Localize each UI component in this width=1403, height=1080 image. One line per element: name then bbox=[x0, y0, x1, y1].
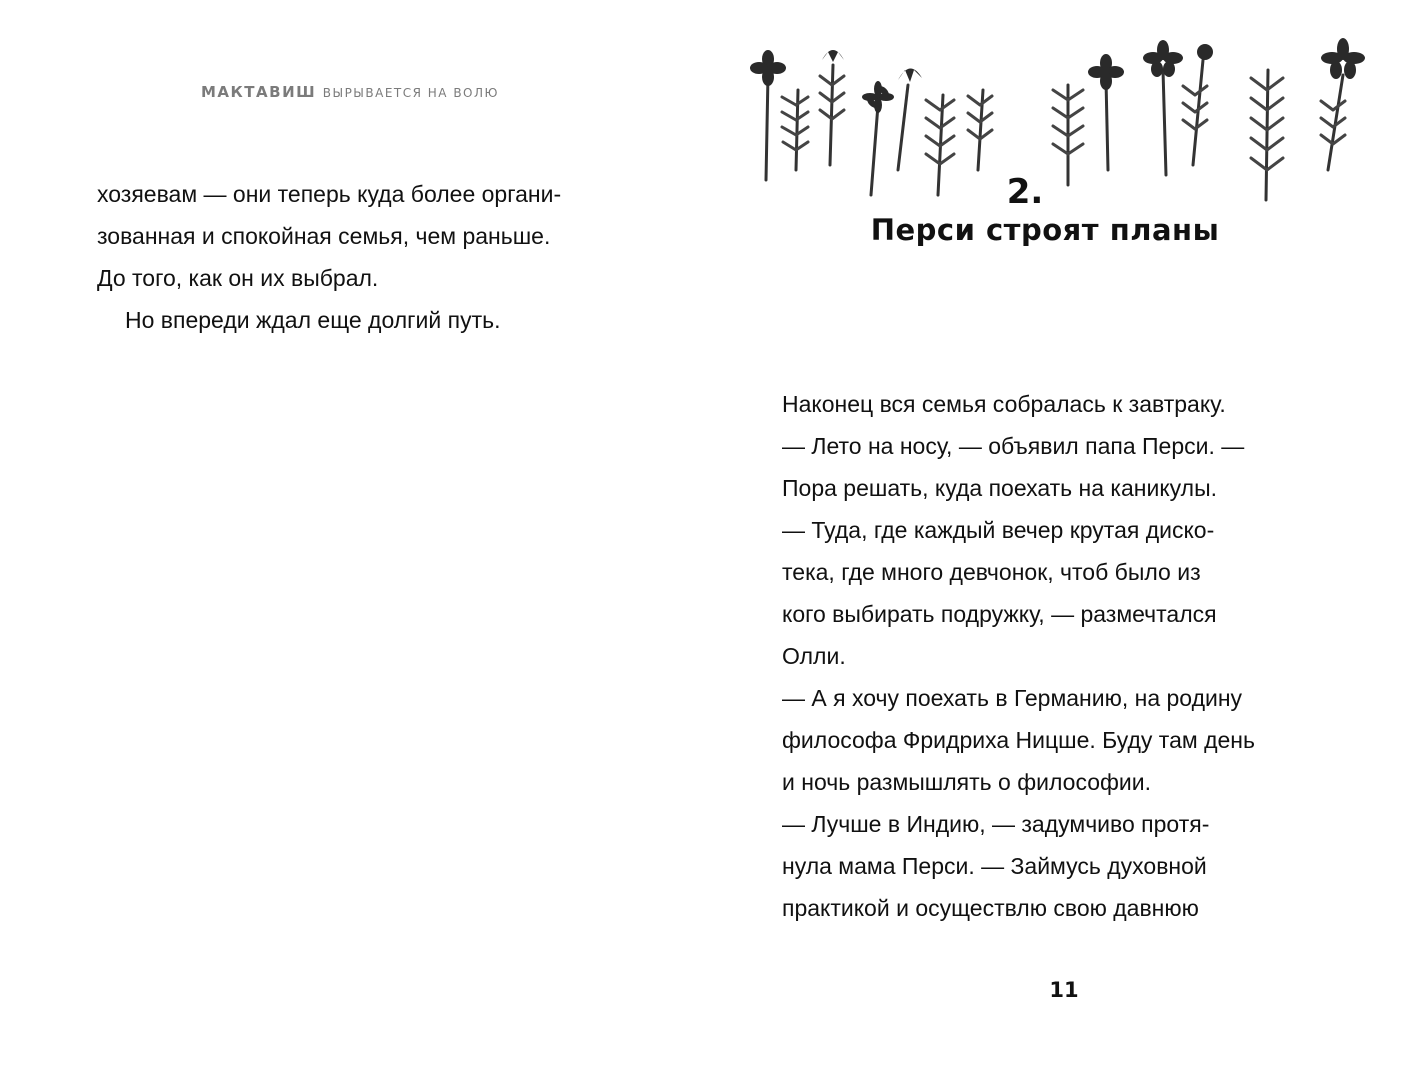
text-line: и ночь размышлять о философии. bbox=[782, 769, 1152, 795]
text-line: До того, как он их выбрал. bbox=[97, 265, 379, 291]
running-head-subtitle: ВЫРЫВАЕТСЯ НА ВОЛЮ bbox=[322, 86, 499, 100]
text-line: — Лучше в Индию, — задумчиво протя- bbox=[782, 811, 1210, 837]
text-line: Пора решать, куда поехать на каникулы. bbox=[782, 475, 1217, 501]
text-line: философа Фридриха Ницше. Буду там день bbox=[782, 727, 1255, 753]
left-body-text bbox=[97, 173, 561, 341]
text-line: хозяевам — они теперь куда более органи- bbox=[97, 181, 562, 207]
text-line: практикой и осуществлю свою давнюю bbox=[782, 895, 1199, 921]
text-line: — А я хочу поехать в Германию, на родину bbox=[782, 685, 1243, 711]
text-line: зованная и спокойная семья, чем раньше. bbox=[97, 223, 551, 249]
text-line: — Туда, где каждый вечер крутая диско- bbox=[782, 517, 1215, 543]
page-number: 11 bbox=[1049, 978, 1079, 1002]
text-line: Олли. bbox=[782, 643, 846, 669]
running-head-title: МАКТАВИШ bbox=[201, 83, 317, 101]
text-line: нула мама Перси. — Займусь духовной bbox=[782, 853, 1207, 879]
chapter-number: 2. bbox=[1006, 172, 1044, 212]
left-page bbox=[0, 0, 700, 1080]
text-line: — Лето на носу, — объявил папа Перси. — bbox=[782, 433, 1245, 459]
text-line: Но впереди ждал еще долгий путь. bbox=[125, 307, 501, 333]
right-body-text bbox=[782, 383, 1255, 929]
text-line: кого выбирать подружку, — размечтался bbox=[782, 601, 1217, 627]
text-line: Наконец вся семья собралась к завтраку. bbox=[782, 391, 1226, 417]
chapter-title: Перси строят планы bbox=[870, 213, 1220, 247]
running-head bbox=[0, 82, 700, 101]
text-line: тека, где много девчонок, чтоб было из bbox=[782, 559, 1201, 585]
